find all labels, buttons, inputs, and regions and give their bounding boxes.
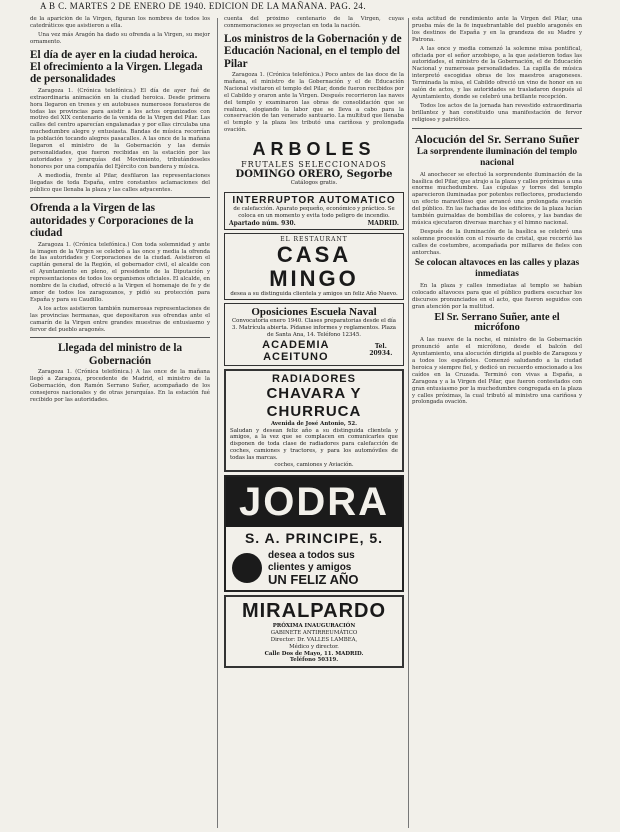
ad-jodra-greet-2: clientes y amigos xyxy=(268,562,352,574)
subhead-microfono: El Sr. Serrano Suñer, ante el micrófono xyxy=(434,311,560,334)
ad-miralpardo xyxy=(224,595,404,668)
ad-radiadores-title: CHAVARA Y CHURRUCA xyxy=(266,384,362,420)
headline-alocucion: Alocución del Sr. Serrano Suñer xyxy=(414,131,580,146)
ad-jodra-address: S. A. PRINCIPE, 5. xyxy=(244,530,384,547)
ad-naval-title: Oposiciones Escuela Naval xyxy=(251,306,377,319)
article-paragraph: Zaragoza 1. (Crónica telefónica.) Poco antes de las doce de la mañana, el ministro de la Gobernación y el de Educación Nacional visitaron el templo del Pilar, donde fueron recibidos por el Cabildo y oraron ante la Virgen. Después recorrieron las naves del templo y examinaron las obras de consolidación que se realizan, elogiando la labor que se lleva a cabo para la conservación de tan venerado santuario. La multitud que llenaba el templo y la plaza les tributó una cariñosa y prolongada ovación. xyxy=(224,72,404,134)
article-paragraph: En la plaza y calles inmediatas al templo se habían colocado altavoces para que el público pudiera escuchar los discursos pronunciados en el acto, que fueron seguidos con gran atención por la multitud. xyxy=(412,283,582,310)
ad-interruptor-contact: Apartado núm. 930. xyxy=(229,219,296,227)
ad-miralpardo-desc: GABINETE ANTIRREUMÁTICO xyxy=(270,630,358,637)
article-paragraph: Zaragoza 1. (Crónica telefónica.) A las once de la mañana llegó a Zaragoza, procedente de Madrid, el ministro de la Gobernación, don Ramón Serrano Suñer, acompañado de los consejeros nacionales y de otras jerarquías. En la estación fué recibido por las autoridades. xyxy=(30,369,210,403)
divider xyxy=(30,337,210,338)
page-header: A B C. MARTES 2 DE ENERO DE 1940. EDICION DE LA MAÑANA. PAG. 24. xyxy=(40,1,366,11)
article-paragraph: Zaragoza 1. (Crónica telefónica.) Con toda solemnidad y ante la imagen de la Virgen se celebró a las once y media la ofrenda de las autoridades y Corporaciones de la ciudad. Asistieron el capitán general de la Región, el gobernador civil, el alcalde con el Ayuntamiento en pleno, el presidente de la Diputación y representaciones de todos los organismos oficiales. El alcalde, en nombre de la ciudad, ofreció a la Virgen el homenaje de fe y de amor de todos los zaragozanos, y pidió su protección para España y para su Caudillo. xyxy=(30,241,210,303)
ad-arboles-title: ARBOLES xyxy=(252,139,376,160)
ad-radiadores-address: Avenida de José Antonio, 52. xyxy=(270,420,358,427)
ad-radiadores-pre: RADIADORES xyxy=(272,372,356,385)
ad-naval-academy: ACADEMIA ACEITUNO xyxy=(262,338,330,363)
article-paragraph: Al anochecer se efectuó la sorprendente iluminación de la basílica del Pilar, que atrajo a la plaza y calles próximas a una enorme muchedumbre. Las cúpulas y torres del templo aparecieron iluminadas por potentes reflectores, produciendo un efecto maravilloso que arrancó una prolongada ovación del público. En las fachadas de los edificios de la plaza lucían también guirnaldas de bombillas de colores, y las bandas de música ejecutaron diversas marchas y el himno nacional. xyxy=(412,171,582,226)
subhead-iluminacion: La sorprendente iluminación del templo nacional xyxy=(416,147,578,168)
ad-naval-tel: Tel. 20934. xyxy=(369,342,393,357)
ad-mingo-pre: EL RESTAURANT xyxy=(280,235,348,243)
ad-miralpardo-title: MIRALPARDO xyxy=(241,600,387,623)
ad-jodra-title: JODRA xyxy=(226,477,402,527)
article-paragraph: A las nueve de la noche, el ministro de la Gobernación pronunció ante el micrófono, desde el balcón del Ayuntamiento, una alocución dirigida al pueblo de Zaragoza y a todos los españoles. Comenzó saludando a la ciudad heroica y siempre fiel, y dedicó un recuerdo emocionado a los caídos en la Cruzada. Terminó con vivas a España, a Zaragoza y a la Virgen del Pilar, que fueron contestados con gran entusiasmo por la muchedumbre congregada en la plaza y calles próximas, la cual tributó al ministro una cariñosa y prolongada ovación. xyxy=(412,337,582,406)
ad-mingo-title: CASA MINGO xyxy=(269,241,359,291)
ad-miralpardo-dir2: Médico y director. xyxy=(289,643,339,650)
ad-interruptor xyxy=(224,192,404,230)
lead-paragraph: de la aparición de la Virgen, figuran los nombres de todos los catedráticos que asistieron a ella. xyxy=(30,16,210,29)
ad-naval-body: Convocatoria enero 1940. Clases preparatorias desde el día 3. Matrícula abierta. Pídanse informes y reglamentos. Plaza de Santa Ana, 14. Teléfono 12345. xyxy=(231,318,397,338)
ad-jodra-greet-3: UN FELIZ AÑO xyxy=(268,572,359,588)
headline-ministros-pilar: Los ministros de la Gobernación y de Educación Nacional, en el templo del Pilar xyxy=(224,32,402,70)
ad-radiadores-tail: coches, camiones y Aviación. xyxy=(274,461,354,468)
subhead-altavoces: Se colocan altavoces en las calles y plazas inmediatas xyxy=(414,258,580,280)
lead-paragraph: Todos los actos de la jornada han revestido extraordinaria brillantez y han constituido una manifestación de fervor religioso y patriótico. xyxy=(412,102,582,123)
ad-miralpardo-inaug: PRÓXIMA INAUGURACIÓN xyxy=(272,623,356,630)
column-rule xyxy=(217,18,218,828)
ad-mingo-body: desea a su distinguida clientela y amigos un feliz Año Nuevo. xyxy=(230,290,398,297)
lead-paragraph: A las once y media comenzó la solemne misa pontifical, oficiada por el señor arzobispo, a la que asistieron todas las autoridades, el ministro de la Gobernación, el de Educación Nacional y numerosas personalidades. La capilla de música interpretó escogidas obras de los maestros aragoneses. Terminada la misa, el Cabildo ofreció un vino de honor en su salón de actos, y las autoridades se trasladaron después al Ayuntamiento, donde se celebró una brillante recepción. xyxy=(412,45,582,100)
ad-radiadores xyxy=(224,369,404,473)
column-right xyxy=(412,16,582,828)
lead-paragraph: esta actitud de rendimiento ante la Virgen del Pilar, una prueba más de la fe inquebrantable del pueblo aragonés en los destinos de España y en la grandeza de su Madre y Patrona. xyxy=(412,16,582,43)
headline-arrival: El día de ayer en la ciudad heroica. El ofrecimiento a la Virgen. Llegada de personalidades xyxy=(30,48,203,86)
divider xyxy=(412,128,582,129)
column-left xyxy=(30,16,210,828)
column-center xyxy=(224,16,404,828)
article-paragraph: A los actos asistieron también numerosas representaciones de las provincias hermanas, que depositaron sus ofrendas ante el camarín de la Virgen entre grandes muestras de entusiasmo y fervor del pueblo aragonés. xyxy=(30,305,210,333)
ad-jodra-logo xyxy=(232,553,262,583)
column-rule xyxy=(408,18,409,828)
ad-arboles-seller: DOMINGO ORERO, Segorbe xyxy=(235,169,393,181)
ad-interruptor-city: MADRID. xyxy=(367,219,399,227)
ad-miralpardo-dir: Director: Dr. VALLES LAMBEA, xyxy=(270,636,358,643)
article-paragraph: Zaragoza 1. (Crónica telefónica.) El día de ayer fué de extraordinaria animación en la ciudad heroica. Desde primera hora llegaron en trenes y en autobuses numerosos forasteros de todas las provincias para asistir a los actos organizados con motivo del XIX centenario de la venida de la Virgen del Pilar. Las calles del centro aparecían engalanadas y por ellas circulaba una muchedumbre alegre y entusiasta. Bandas de música recorrían la población tocando alegres pasacalles. A las once de la mañana llegaron el ministro de la Gobernación y las demás personalidades, que fueron recibidas en la estación por las autoridades y jerarquías del Movimiento, tributándoseles honores por una compañía del Ejército con bandera y música. xyxy=(30,87,210,170)
ad-casa-mingo xyxy=(224,233,404,301)
lead-paragraph: cuenta del próximo centenario de la Virgen, cuyas conmemoraciones se proyectan en toda la nación. xyxy=(224,16,404,29)
ad-interruptor-title: INTERRUPTOR AUTOMATICO xyxy=(232,194,396,206)
article-paragraph: A mediodía, frente al Pilar, desfilaron las representaciones llegadas de toda España, entre constantes aclamaciones del público que llenaba la plaza y las calles adyacentes. xyxy=(30,172,210,193)
ad-escuela-naval xyxy=(224,303,404,365)
article-paragraph: Después de la iluminación de la basílica se celebró una solemne procesión con el rosario de cristal, que recorrió las calles de costumbre, acompañada por millares de fieles con antorchas. xyxy=(412,228,582,256)
ad-jodra xyxy=(224,475,404,592)
lead-paragraph: Una vez más Aragón ha dado su ofrenda a la Virgen, su mejor ornamento. xyxy=(30,31,210,45)
ad-interruptor-body: de calefacción. Aparato pequeño, económico y práctico. Se coloca en un momento y evita todo peligro de incendio. xyxy=(233,205,395,219)
headline-ofrenda: Ofrenda a la Virgen de las autoridades y Corporaciones de la ciudad xyxy=(30,202,194,240)
ad-miralpardo-addr: Calle Dos de Mayo, 11. MADRID. xyxy=(264,650,364,657)
ad-miralpardo-tel: Teléfono 50319. xyxy=(289,657,339,664)
ad-arboles-note: Catálogos gratis. xyxy=(290,180,338,187)
ad-jodra-greet-1: desea a todos sus xyxy=(268,550,355,562)
headline-ministro: Llegada del ministro de la Gobernación xyxy=(57,342,183,367)
ad-arboles-subtitle: FRUTALES SELECCIONADOS xyxy=(241,160,387,170)
ad-arboles xyxy=(224,137,404,189)
ad-radiadores-body: Saludan y desean feliz año a su distinguida clientela y amigos, a la vez que se complacen en comunicarles que disponen de toda clase de radiadores para calefacción de coches, camiones y tractores, y para los automóviles de todas las marcas. xyxy=(230,427,398,461)
divider xyxy=(30,197,210,198)
